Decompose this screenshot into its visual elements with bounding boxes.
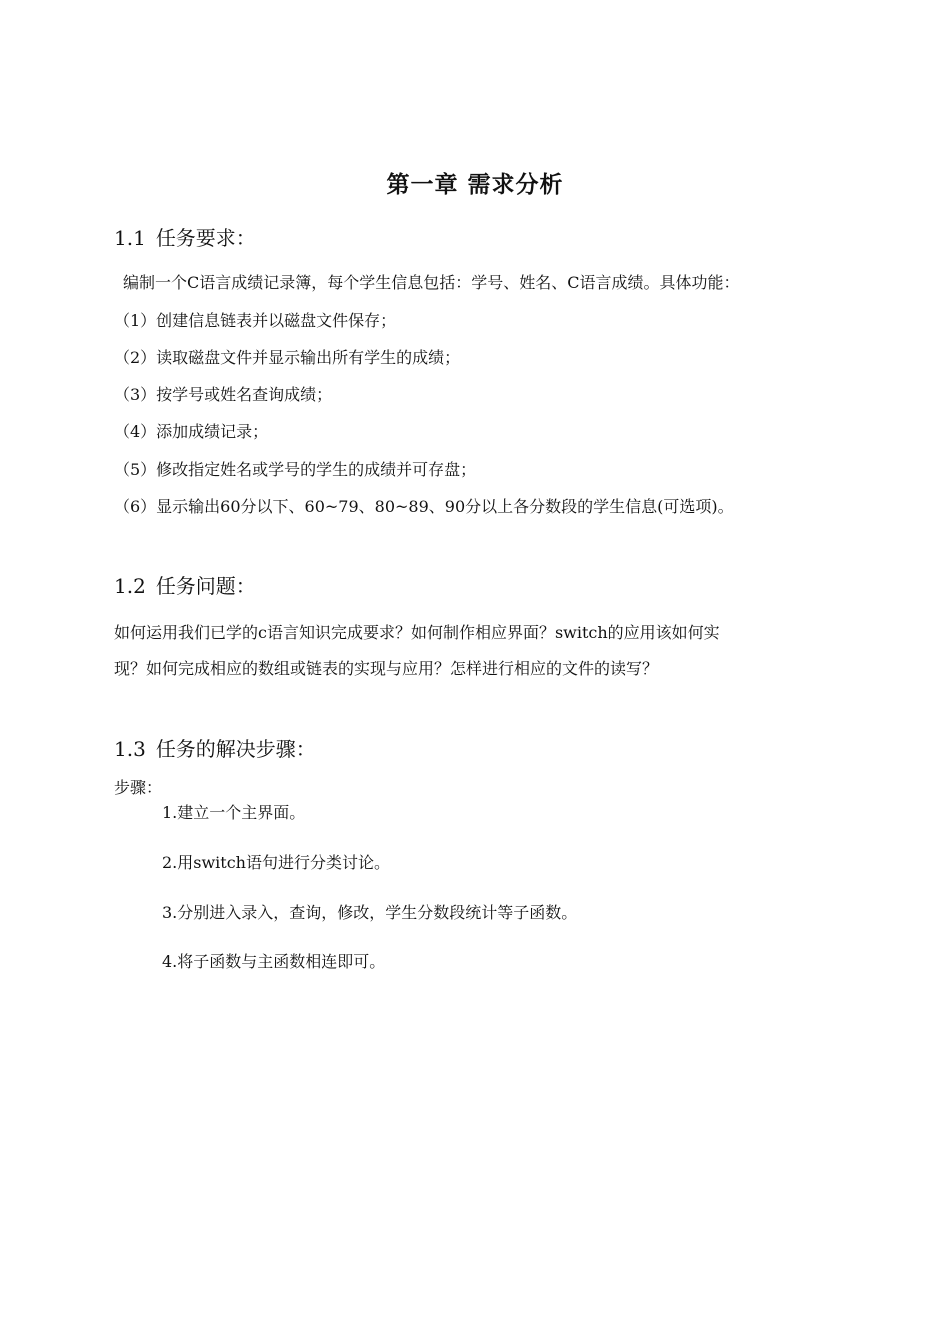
- step-item: 2.用switch语句进行分类讨论。: [162, 853, 390, 872]
- requirements-intro: 编制一个C语言成绩记录簿，每个学生信息包括：学号、姓名、C语言成绩。具体功能：: [123, 273, 740, 292]
- section-heading-1-2: [114, 570, 256, 599]
- section-number: 1.2: [114, 574, 146, 598]
- requirement-item: （6）显示输出60分以下、60~79、80~89、90分以上各分数段的学生信息(可选项)。: [114, 497, 734, 516]
- section-heading-1-3: [114, 733, 316, 762]
- step-item: 1.建立一个主界面。: [162, 803, 306, 822]
- step-item: 4.将子函数与主函数相连即可。: [162, 952, 386, 971]
- section-title: 任务的解决步骤：: [155, 737, 316, 761]
- question-line: 现？如何完成相应的数组或链表的实现与应用？怎样进行相应的文件的读写？: [114, 659, 659, 678]
- requirement-item: （5）修改指定姓名或学号的学生的成绩并可存盘；: [114, 460, 477, 479]
- steps-label: 步骤：: [114, 778, 163, 797]
- requirement-item: （1）创建信息链表并以磁盘文件保存；: [114, 311, 397, 330]
- section-title: 任务要求：: [155, 226, 256, 250]
- section-number: 1.1: [114, 226, 146, 250]
- requirement-item: （2）读取磁盘文件并显示输出所有学生的成绩；: [114, 348, 461, 367]
- step-item: 3.分别进入录入，查询，修改，学生分数段统计等子函数。: [162, 903, 578, 922]
- chapter-title: 第一章 需求分析: [386, 172, 564, 198]
- section-number: 1.3: [114, 737, 146, 761]
- question-line: 如何运用我们已学的c语言知识完成要求？如何制作相应界面？switch的应用该如何实: [114, 623, 720, 642]
- requirement-item: （3）按学号或姓名查询成绩；: [114, 385, 333, 404]
- section-heading-1-1: [114, 222, 256, 251]
- section-title: 任务问题：: [155, 574, 256, 598]
- requirement-item: （4）添加成绩记录；: [114, 422, 269, 441]
